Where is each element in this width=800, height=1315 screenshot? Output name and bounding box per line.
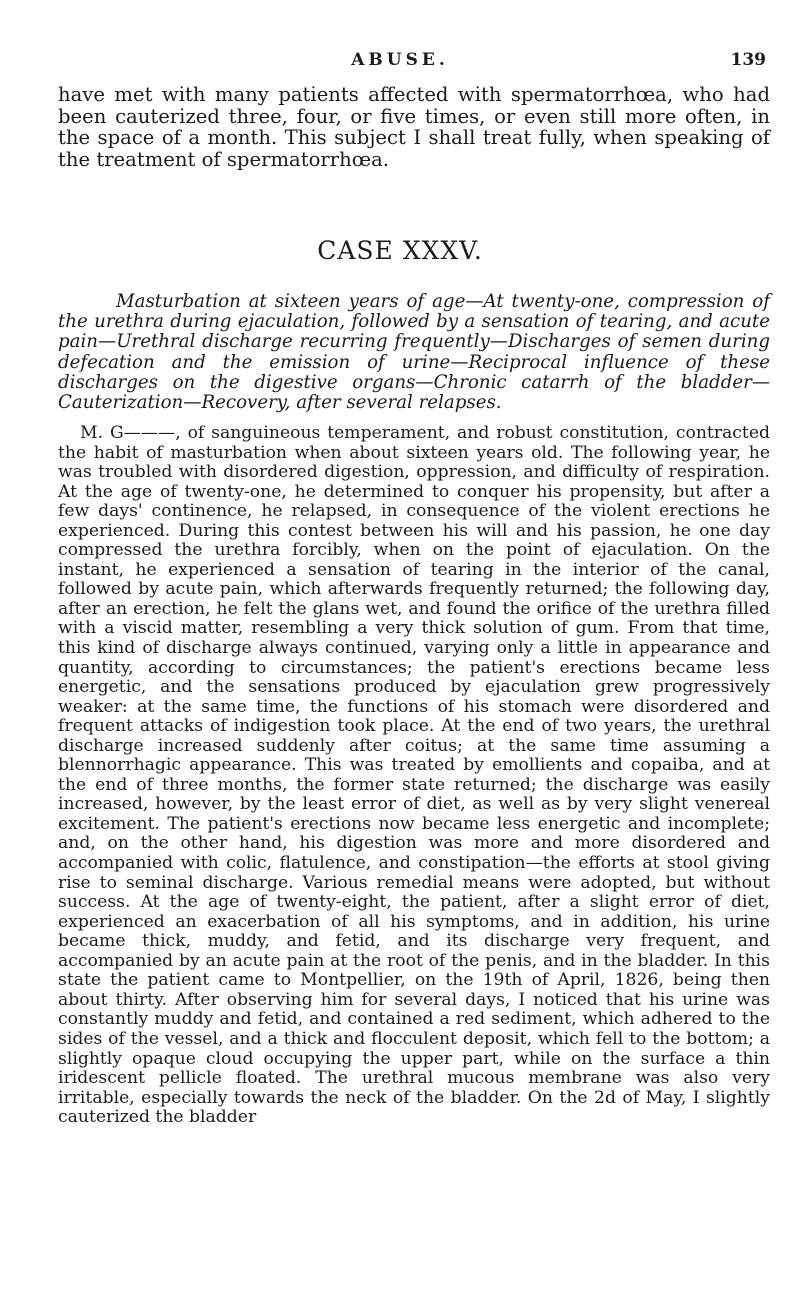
running-head bbox=[0, 50, 800, 80]
case-summary-text: Masturbation at sixteen years of age—At twenty-one, compression of the urethra during ejaculation, followed by a sensation of tearing, and acute pain—Urethral discharge recurring frequently—Discharges of semen during defecation and the emission of urine—Reciprocal influence of these discharges on the digestive organs—Chronic catarrh of the bladder—Cauterization—Recovery, after several relapses. bbox=[58, 291, 770, 414]
page-number: 139 bbox=[730, 50, 766, 70]
case-body bbox=[58, 424, 770, 1128]
intro-paragraph-text: have met with many patients affected with spermatorrhœa, who had been cauterized three, four, or five times, or even still more often, in the space of a month. This subject I shall treat fully, when speaking of the treatment of spermatorrhœa. bbox=[58, 83, 770, 171]
running-title: ABUSE. bbox=[351, 50, 449, 70]
case-summary bbox=[58, 292, 770, 413]
case-title: CASE XXXV. bbox=[317, 236, 483, 265]
intro-paragraph bbox=[58, 84, 770, 170]
case-body-text: M. G———, of sanguineous temperament, and robust constitution, contracted the habit of masturbation when about sixteen years old. The following year, he was troubled with disordered digestion, oppression, and difficulty of respiration. At the age of twenty-one, he determined to conquer his propensity, but after a few days' continence, he relapsed, in consequence of the violent erections he experienced. During this contest between his will and his passion, he one day compressed the urethra forcibly, when on the point of ejaculation. On the instant, he experienced a sensation of tearing in the interior of the canal, followed by acute pain, which afterwards frequently returned; the following day, after an erection, he felt the glans wet, and found the orifice of the urethra filled with a viscid matter, resembling a very thick solution of gum. From that time, this kind of discharge always continued, varying only a little in appearance and quantity, according to circumstances; the patient's erections became less energetic, and the sensations produced by ejaculation grew progressively weaker: at the same time, the functions of his stomach were disordered and frequent attacks of indigestion took place. At the end of two years, the urethral discharge increased suddenly after coitus; at the same time assuming a blennorrhagic appearance. This was treated by emollients and copaiba, and at the end of three months, the former state returned; the discharge was easily increased, however, by the least error of diet, as well as by very slight venereal excitement. The patient's erections now became less energetic and incomplete; and, on the other hand, his digestion was more and more disordered and accompanied with colic, flatulence, and constipation—the efforts at stool giving rise to seminal discharge. Various remedial means were adopted, but without success. At the age of twenty-eight, the patient, after a slight error of diet, experienced an exacerbation of all his symptoms, and in addition, his urine became thick, muddy, and fetid, and its discharge very frequent, and accompanied by an acute pain at the root of the penis, and in the bladder. In this state the patient came to Montpellier, on the 19th of April, 1826, being then about thirty. After observing him for several days, I noticed that his urine was constantly muddy and fetid, and contained a red sediment, which adhered to the sides of the vessel, and a thick and flocculent deposit, which fell to the bottom; a slightly opaque cloud occupying the upper part, while on the surface a thin iridescent pellicle floated. The urethral mucous membrane was also very irritable, especially towards the neck of the bladder. On the 2d of May, I slightly cauterized the bladder bbox=[58, 423, 770, 1128]
